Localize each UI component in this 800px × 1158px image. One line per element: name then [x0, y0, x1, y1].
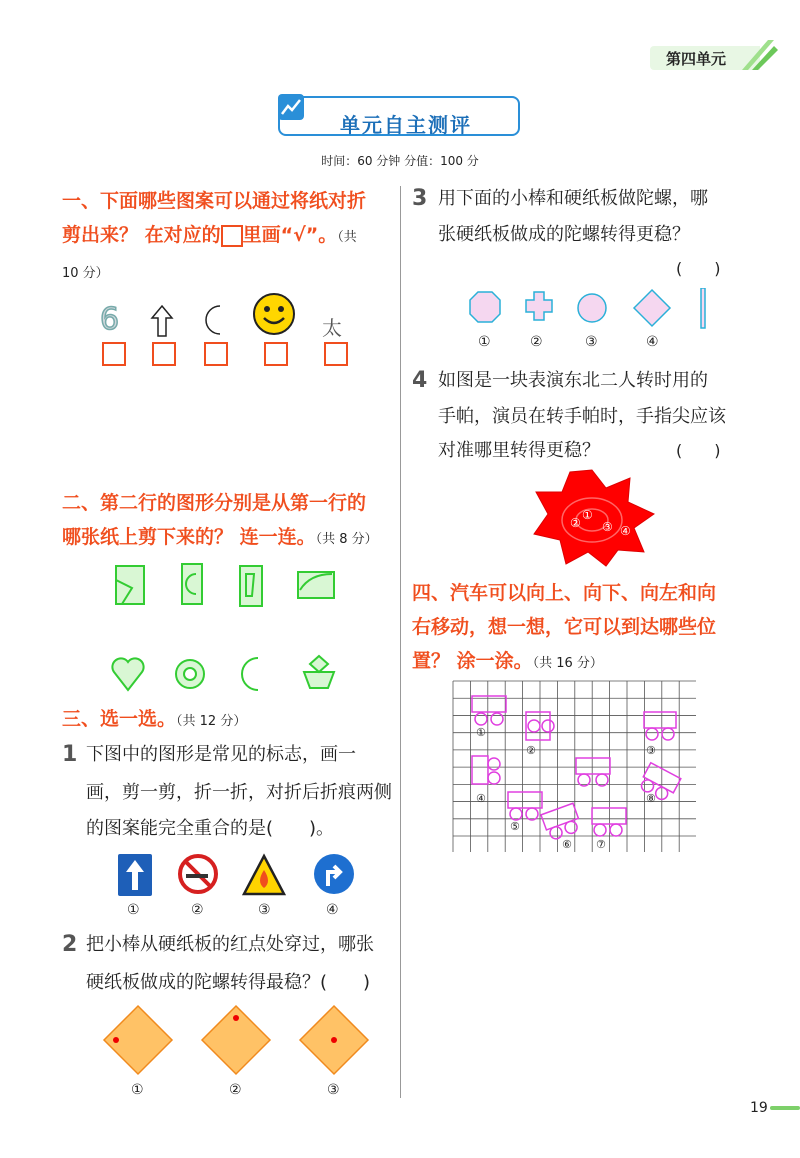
- q4-number: 4: [412, 368, 428, 393]
- stripes-decoration: [738, 36, 780, 72]
- title-box: [278, 96, 520, 136]
- section2-line2: [62, 516, 378, 561]
- car-label-2: ②: [526, 744, 536, 757]
- q3-number: 3: [412, 186, 428, 211]
- q1-line1: 下图中的图形是常见的标志，画一: [86, 744, 356, 765]
- q3-label-4: ④: [646, 334, 659, 350]
- smiley-icon: [252, 292, 296, 336]
- q2-label-1: ①: [131, 1082, 144, 1098]
- q3-shapes: [468, 288, 718, 332]
- section2-line2-text: 哪张纸上剪下来的？ 连一连。: [62, 526, 316, 548]
- q1-number: 1: [62, 742, 78, 767]
- exam-meta: 时间：60 分钟 分值：100 分: [321, 154, 479, 168]
- cut-shapes: [108, 652, 338, 696]
- car-label-4: ④: [476, 792, 486, 805]
- chart-icon: [276, 92, 306, 122]
- q4-label-1: ①: [582, 508, 593, 522]
- sign-icons: [116, 852, 356, 898]
- car-label-8: ⑧: [646, 792, 656, 805]
- section4-score: （共 16 分）: [532, 656, 603, 671]
- section4-line1: 四、汽车可以向上、向下、向左和向: [412, 582, 717, 604]
- car-label-7: ⑦: [596, 838, 606, 851]
- section3-heading-text: 三、选一选。: [62, 708, 177, 730]
- page-title: 单元自主测评: [340, 113, 472, 137]
- answer-box-3[interactable]: [204, 342, 228, 366]
- section1-line2b: 里画“√”。: [242, 224, 338, 246]
- folded-papers: [100, 560, 360, 610]
- answer-box-2[interactable]: [152, 342, 176, 366]
- q1-line3: 的图案能完全重合的是( )。: [86, 818, 335, 839]
- section2-score: （共 8 分）: [315, 532, 378, 547]
- symbol-six: 6: [100, 302, 120, 337]
- section4-line3: [412, 640, 603, 685]
- q1-label-2: ②: [191, 902, 204, 918]
- q2-diamonds: [102, 1004, 374, 1076]
- q4-answer[interactable]: ( ): [676, 441, 721, 460]
- section4-line2: 右移动，想一想，它可以到达哪些位: [412, 616, 717, 638]
- q2-line2: 硬纸板做成的陀螺转得最稳？( ): [86, 972, 371, 993]
- q3-line2: 张硬纸板做成的陀螺转得更稳？: [438, 224, 690, 245]
- q3-answer[interactable]: ( ): [676, 259, 721, 278]
- answer-box-5[interactable]: [324, 342, 348, 366]
- page-number: 19: [750, 1100, 768, 1116]
- section3-score: （共 12 分）: [176, 714, 247, 729]
- q4-label-4: ④: [620, 524, 631, 538]
- answer-box-4[interactable]: [264, 342, 288, 366]
- q4-line2: 手帕，演员在转手帕时，手指尖应该: [438, 406, 726, 427]
- q1-line2: 画，剪一剪，折一折，对折后折痕两侧: [86, 782, 392, 803]
- q2-number: 2: [62, 932, 78, 957]
- q3-label-2: ②: [530, 334, 543, 350]
- q1-label-1: ①: [127, 902, 140, 918]
- section1-score2: 10 分）: [62, 266, 109, 281]
- car-label-1: ①: [476, 726, 486, 739]
- section2-line1: 二、第二行的图形分别是从第一行的: [62, 492, 367, 514]
- q2-label-2: ②: [229, 1082, 242, 1098]
- unit-label: 第四单元: [666, 50, 727, 68]
- answer-box-1[interactable]: [102, 342, 126, 366]
- crescent-icon: [202, 304, 226, 336]
- car-label-6: ⑥: [562, 838, 572, 851]
- column-divider: [400, 186, 401, 1098]
- car-label-5: ⑤: [510, 820, 520, 833]
- q4-label-2: ②: [570, 516, 581, 530]
- section1-line2: [62, 214, 357, 259]
- car-grid: [452, 680, 698, 854]
- section1-score1: （共: [337, 230, 357, 245]
- q3-line1: 用下面的小棒和硬纸板做陀螺，哪: [438, 188, 708, 209]
- section1-line1: 一、下面哪些图案可以通过将纸对折: [62, 190, 367, 212]
- q3-label-3: ③: [585, 334, 598, 350]
- q4-line3: 对准哪里转得更稳？: [438, 440, 600, 461]
- q2-label-3: ③: [327, 1082, 340, 1098]
- q1-label-3: ③: [258, 902, 271, 918]
- q4-line1: 如图是一块表演东北二人转时用的: [438, 370, 708, 391]
- symbol-tai: 太: [322, 316, 342, 340]
- arrow-up-icon: [150, 304, 174, 338]
- q2-line1: 把小棒从硬纸板的红点处穿过，哪张: [86, 934, 374, 955]
- section4-line3-text: 置？ 涂一涂。: [412, 650, 533, 672]
- page-bar: [770, 1106, 800, 1110]
- demo-box: [221, 225, 243, 247]
- section1-line2a: 剪出来？ 在对应的: [62, 224, 221, 246]
- q3-label-1: ①: [478, 334, 491, 350]
- q4-label-3: ③: [602, 520, 613, 534]
- car-label-3: ③: [646, 744, 656, 757]
- q1-label-4: ④: [326, 902, 339, 918]
